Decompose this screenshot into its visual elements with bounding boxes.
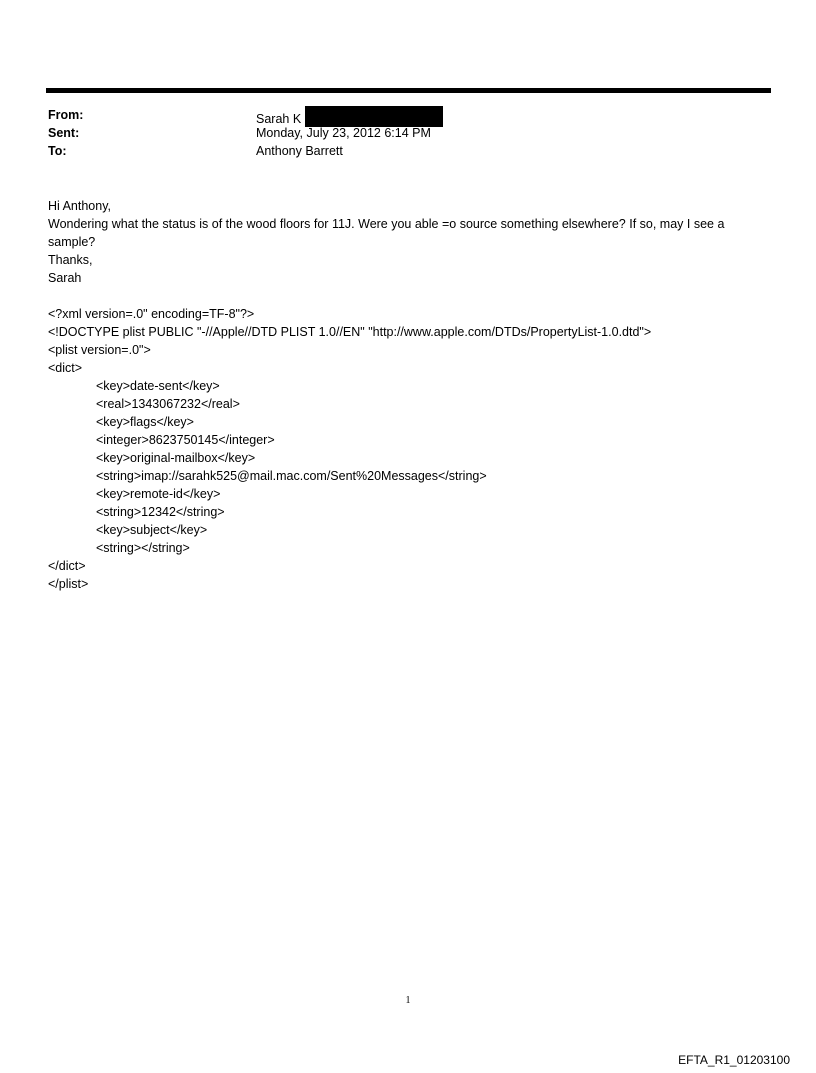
plist-line: <integer>8623750145</integer> — [96, 433, 275, 447]
from-row — [48, 106, 768, 124]
sender-name: Sarah K — [256, 112, 302, 126]
to-row — [48, 142, 768, 160]
plist-line: <key>original-mailbox</key> — [96, 451, 256, 465]
plist-line: <string>imap://sarahk525@mail.mac.com/Sent%20Messages</string> — [96, 469, 487, 483]
plist-line: <real>1343067232</real> — [96, 397, 240, 411]
greeting: Hi Anthony, — [48, 199, 112, 213]
plist-line: <string></string> — [96, 541, 190, 555]
plist-line: <key>flags</key> — [96, 415, 194, 429]
message-text: Wondering what the status is of the wood floors for 11J. Were you able =o source something elsewhere? If so, may I see a sample? — [48, 217, 725, 249]
email-body — [48, 197, 773, 287]
email-header — [48, 106, 768, 160]
from-label: From: — [48, 108, 84, 122]
plist-line: </plist> — [48, 577, 89, 591]
sent-value: Monday, July 23, 2012 6:14 PM — [256, 126, 431, 140]
sent-label: Sent: — [48, 126, 80, 140]
plist-line: <string>12342</string> — [96, 505, 225, 519]
plist-line: </dict> — [48, 559, 86, 573]
plist-line: <!DOCTYPE plist PUBLIC "-//Apple//DTD PLIST 1.0//EN" "http://www.apple.com/DTDs/PropertyList-1.0.dtd"> — [48, 325, 652, 339]
plist-line: <key>date-sent</key> — [96, 379, 220, 393]
bates-number: EFTA_R1_01203100 — [678, 1053, 790, 1067]
to-label: To: — [48, 144, 67, 158]
signature: Sarah — [48, 271, 82, 285]
plist-line: <?xml version=.0" encoding=TF-8"?> — [48, 307, 255, 321]
sent-row — [48, 124, 768, 142]
plist-line: <dict> — [48, 361, 83, 375]
plist-line: <plist version=.0"> — [48, 343, 151, 357]
plist-line: <key>remote-id</key> — [96, 487, 221, 501]
plist-xml-block — [48, 305, 773, 593]
header-divider — [46, 88, 771, 93]
closing: Thanks, — [48, 253, 93, 267]
plist-line: <key>subject</key> — [96, 523, 208, 537]
to-value: Anthony Barrett — [256, 144, 343, 158]
page-number: 1 — [405, 995, 411, 1006]
